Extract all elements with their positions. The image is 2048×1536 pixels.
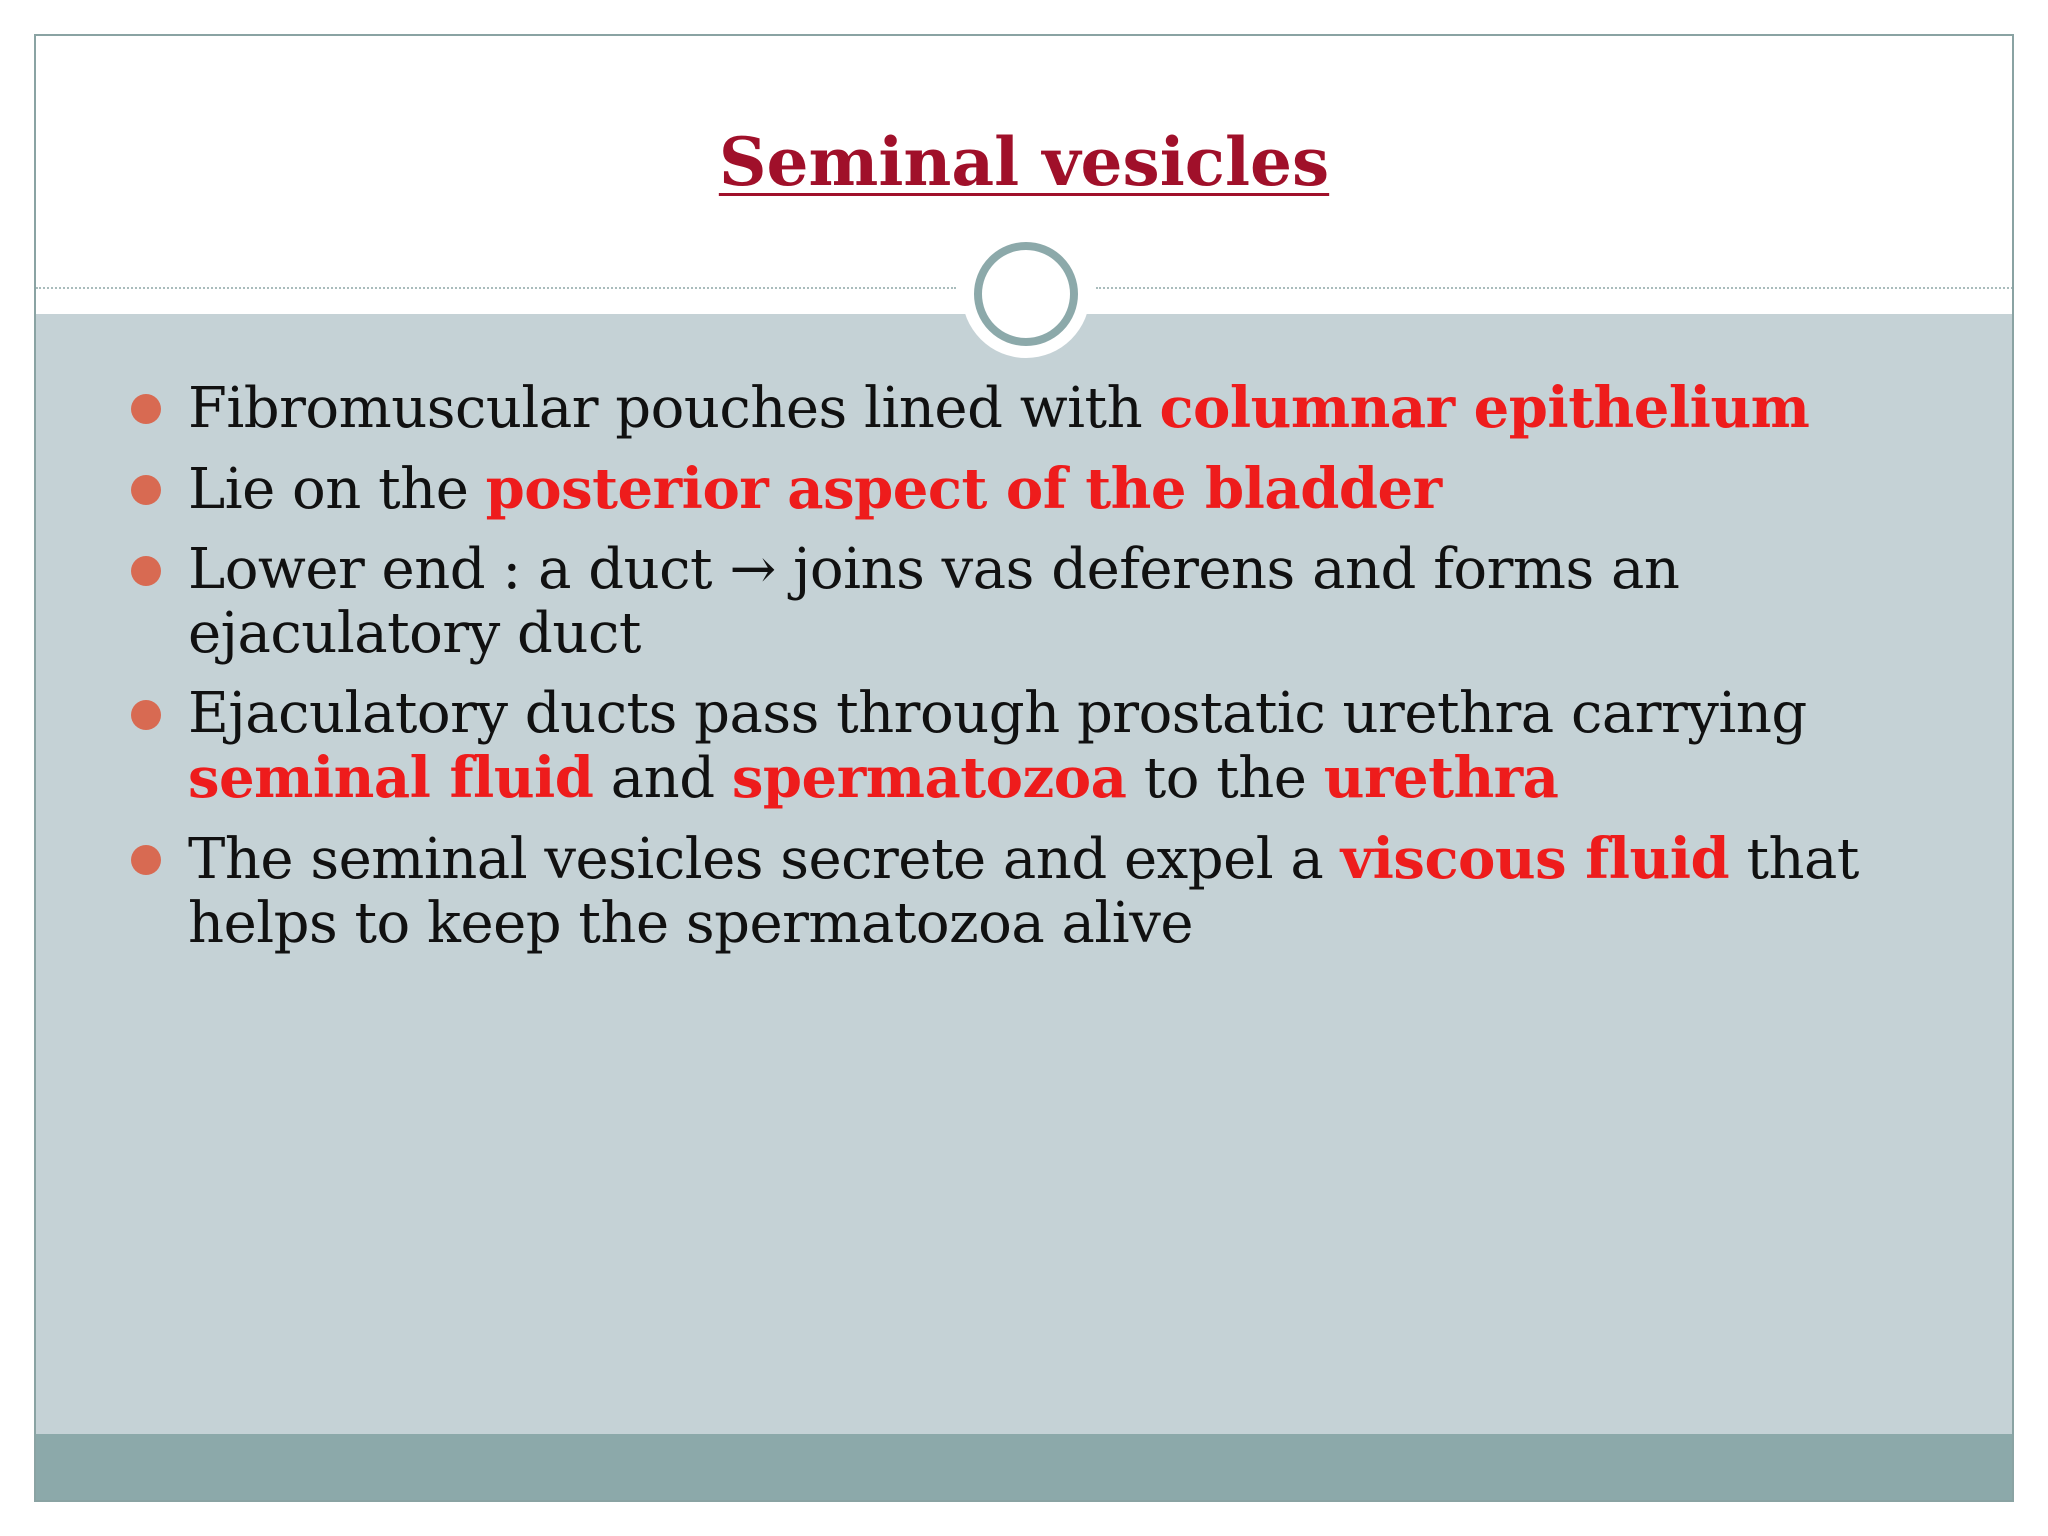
bullet-item: [131, 827, 1971, 956]
bullet-text: to the: [1126, 746, 1324, 811]
bullet-text: Fibromuscular pouches lined with: [188, 376, 1160, 441]
bullet-text: Lie on the: [188, 457, 486, 522]
bullet-item: [131, 682, 1971, 811]
bullet-dot-icon: [131, 394, 161, 424]
bullet-list: [131, 376, 1971, 972]
slide: [34, 34, 2014, 1502]
bullet-text: and: [593, 746, 732, 811]
title-divider-right: [1096, 287, 2014, 289]
bullet-text: that helps to keep the spermatozoa alive: [188, 827, 1859, 956]
bullet-item: [131, 376, 1971, 441]
bullet-dot-icon: [131, 700, 161, 730]
bullet-dot-icon: [131, 556, 161, 586]
title-divider-left: [36, 287, 956, 289]
ring-ornament-icon: [974, 242, 1078, 346]
bullet-highlight: spermatozoa: [731, 745, 1127, 811]
bullet-highlight: seminal fluid: [188, 745, 594, 811]
bullet-dot-icon: [131, 845, 161, 875]
bullet-highlight: urethra: [1323, 745, 1559, 811]
bullet-highlight: viscous fluid: [1340, 826, 1730, 892]
bullet-highlight: posterior aspect of the bladder: [485, 456, 1442, 522]
bullet-text: The seminal vesicles secrete and expel a: [188, 827, 1341, 892]
bullet-item: [131, 457, 1971, 522]
bullet-item: [131, 538, 1971, 666]
bullet-dot-icon: [131, 475, 161, 505]
bullet-highlight: columnar epithelium: [1159, 375, 1810, 441]
bullet-text: Ejaculatory ducts pass through prostatic urethra carrying: [188, 681, 1807, 746]
bullet-text: Lower end : a duct → joins vas deferens and forms an ejaculatory duct: [188, 537, 1680, 666]
slide-title: Seminal vesicles: [718, 123, 1330, 201]
footer-band: [36, 1434, 2012, 1502]
